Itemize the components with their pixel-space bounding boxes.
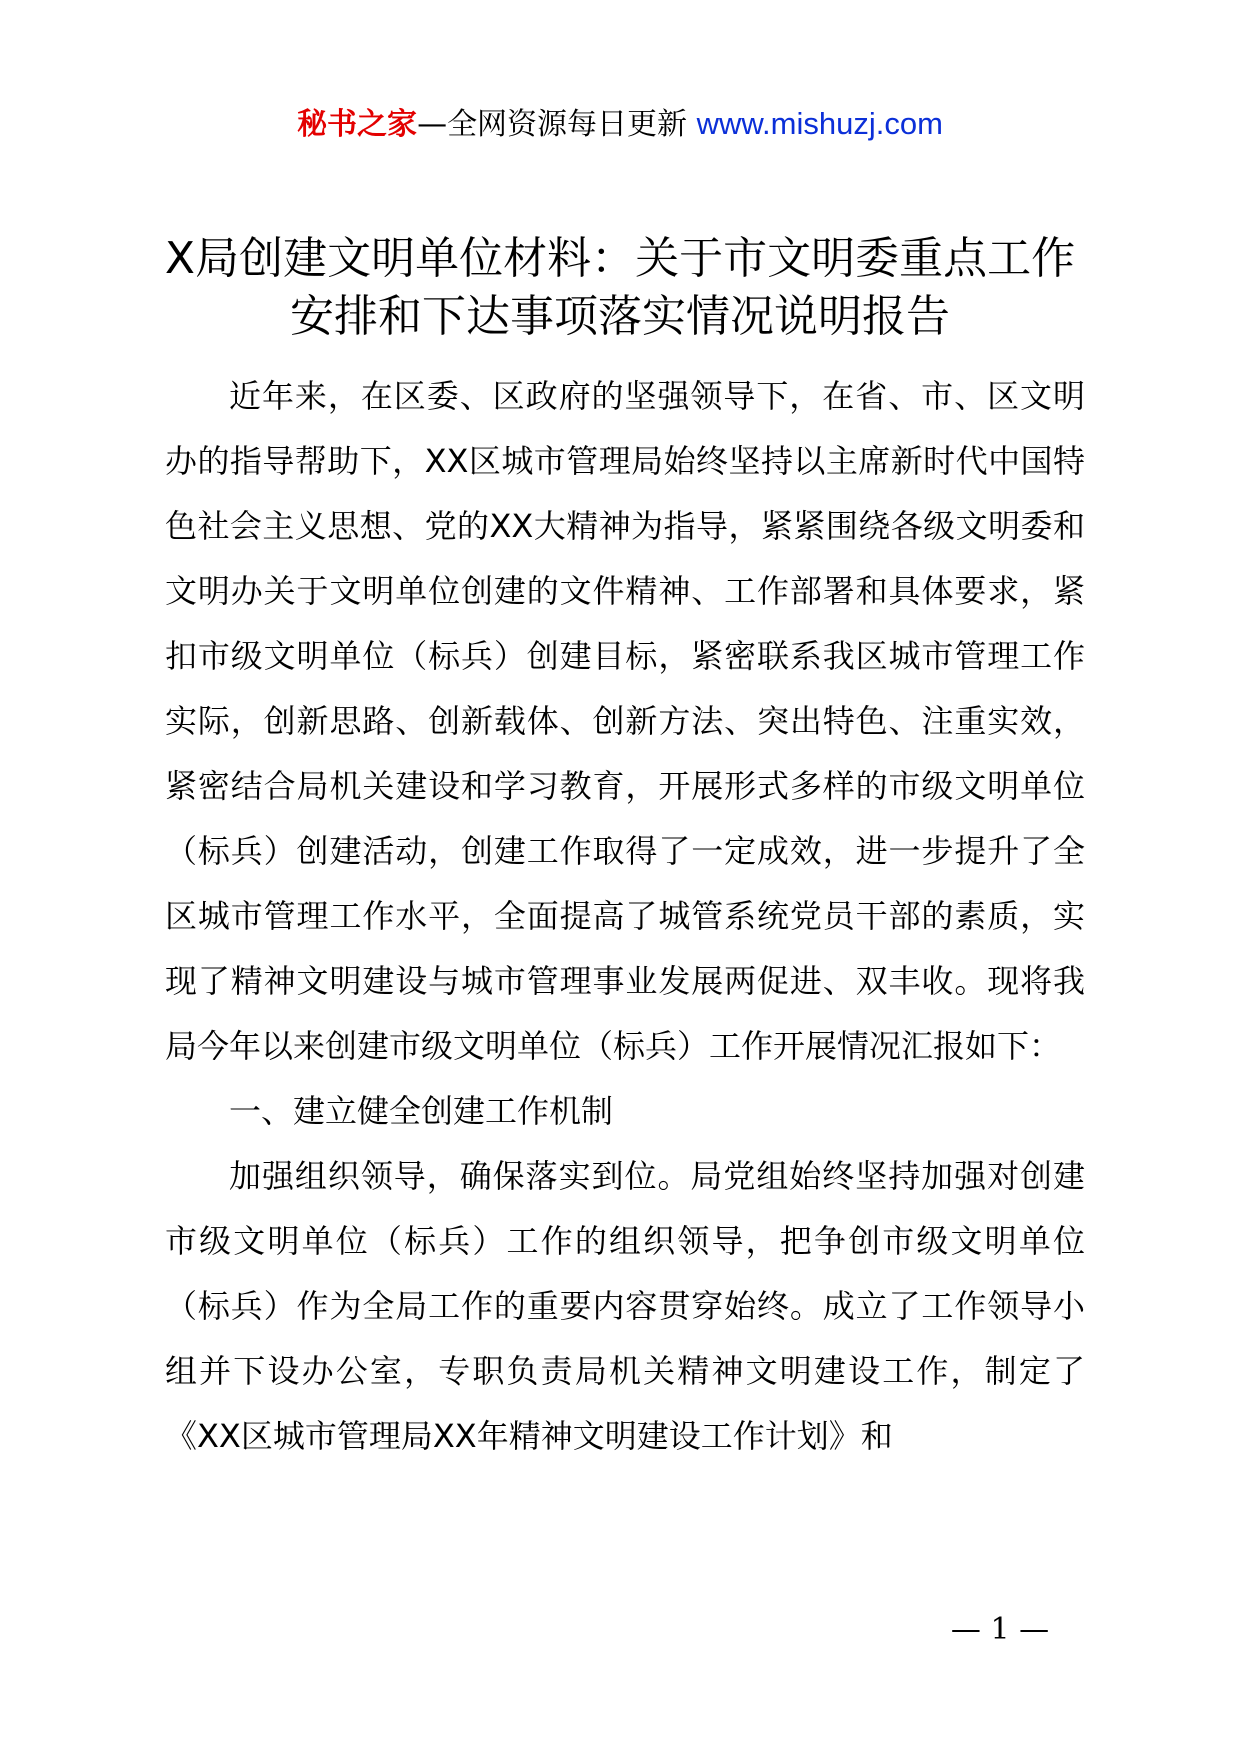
site-tagline: —全网资源每日更新 bbox=[417, 107, 688, 142]
page-number: — 1 — bbox=[950, 1612, 1050, 1647]
body-paragraph-intro: 近年来，在区委、区政府的坚强领导下，在省、市、区文明办的指导帮助下，XX区城市管理局始终坚持以主席新时代中国特色社会主义思想、党的XX大精神为指导，紧紧围绕各级文明委和文明办关于文明单位创建的文件精神、工作部署和具体要求，紧扣市级文明单位（标兵）创建目标，紧密联系我区城市管理工作实际，创新思路、创新载体、创新方法、突出特色、注重实效，紧密结合局机关建设和学习教育，开展形式多样的市级文明单位（标兵）创建活动，创建工作取得了一定成效，进一步提升了全区城市管理工作水平，全面提高了城管系统党员干部的素质，实现了精神文明建设与城市管理事业发展两促进、双丰收。现将我局今年以来创建市级文明单位（标兵）工作开展情况汇报如下： bbox=[165, 377, 1085, 1065]
body-paragraph-organization: 加强组织领导，确保落实到位。局党组始终坚持加强对创建市级文明单位（标兵）工作的组织领导，把争创市级文明单位（标兵）作为全局工作的重要内容贯穿始终。成立了工作领导小组并下设办公室，专职负责局机关精神文明建设工作，制定了《XX区城市管理局XX年精神文明建设工作计划》和 bbox=[165, 1157, 1085, 1455]
site-header bbox=[0, 100, 1240, 149]
document-body bbox=[165, 364, 1085, 1469]
document-title: X局创建文明单位材料：关于市文明委重点工作安排和下达事项落实情况说明报告 bbox=[164, 233, 1076, 342]
site-brand: 秘书之家 bbox=[297, 107, 418, 142]
section-heading: 一、建立健全创建工作机制 bbox=[229, 1092, 614, 1130]
site-url-link[interactable]: www.mishuzj.com bbox=[696, 106, 943, 141]
